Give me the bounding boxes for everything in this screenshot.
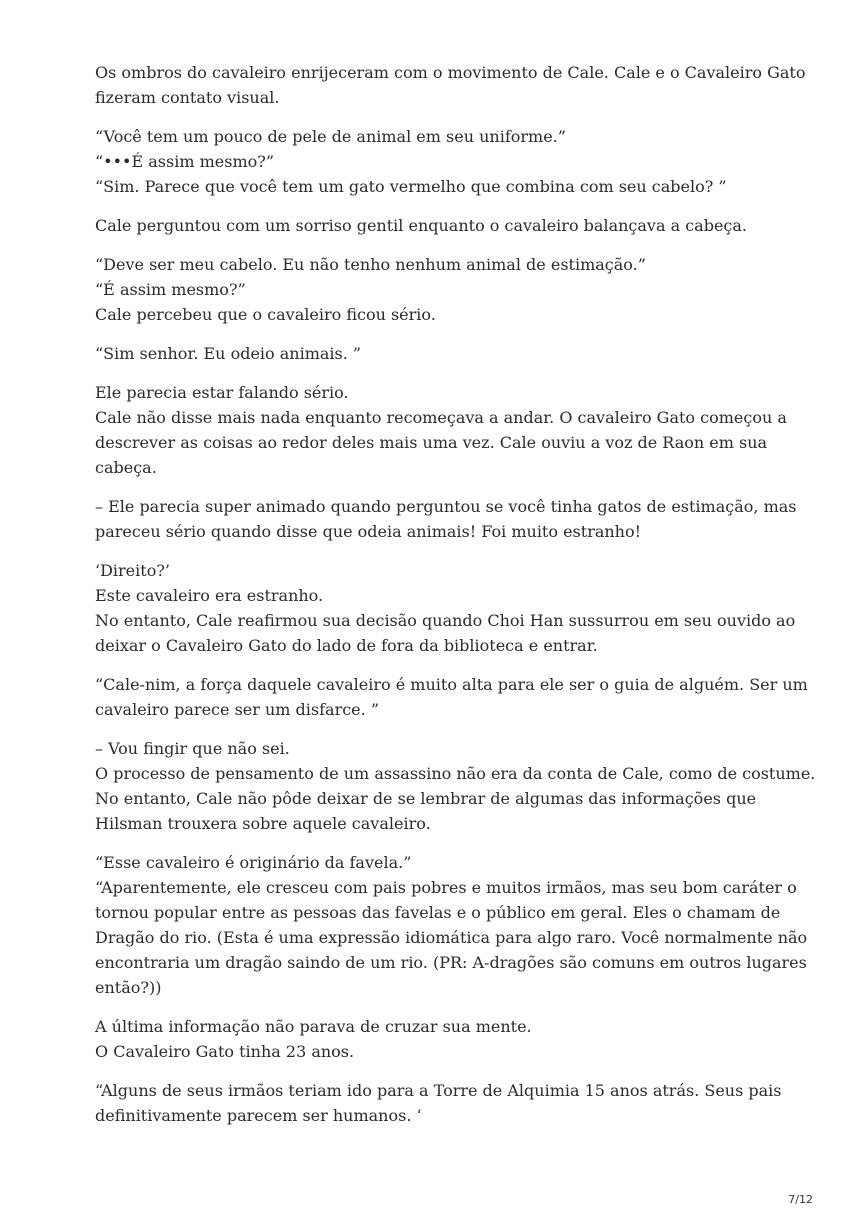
text-line: tornou popular entre as pessoas das favelas e o público em geral. Eles o chamam de xyxy=(95,903,781,922)
text-line: No entanto, Cale não pôde deixar de se lembrar de algumas das informações que xyxy=(95,789,757,808)
paragraph-8 xyxy=(95,558,796,658)
text-line: Cale perguntou com um sorriso gentil enquanto o cavaleiro balançava a cabeça. xyxy=(95,216,747,235)
paragraph-13 xyxy=(95,1078,785,1128)
text-line: “Alguns de seus irmãos teriam ido para a Torre de Alquimia 15 anos atrás. Seus pais xyxy=(95,1081,782,1100)
paragraph-11 xyxy=(95,850,808,1000)
text-line: fizeram contato visual. xyxy=(95,88,280,107)
text-line: “Esse cavaleiro é originário da favela.” xyxy=(95,853,412,872)
text-line: “Você tem um pouco de pele de animal em seu uniforme.” xyxy=(95,127,566,146)
document-body xyxy=(95,60,816,1142)
page-number: 7/12 xyxy=(788,1193,813,1206)
text-line: cavaleiro parece ser um disfarce. ” xyxy=(95,700,379,719)
text-line: “•••É assim mesmo?” xyxy=(95,152,275,171)
paragraph-12 xyxy=(95,1014,785,1064)
text-line: Cale percebeu que o cavaleiro ficou sério. xyxy=(95,305,436,324)
paragraph-7 xyxy=(95,494,797,544)
text-line: O processo de pensamento de um assassino não era da conta de Cale, como de costume. xyxy=(95,764,816,783)
text-line: definitivamente parecem ser humanos. ‘ xyxy=(95,1106,422,1125)
text-line: “É assim mesmo?” xyxy=(95,280,246,299)
text-line: – Ele parecia super animado quando perguntou se você tinha gatos de estimação, mas xyxy=(95,497,797,516)
text-line: Este cavaleiro era estranho. xyxy=(95,586,324,605)
text-line: Ele parecia estar falando sério. xyxy=(95,383,349,402)
text-line: No entanto, Cale reafirmou sua decisão quando Choi Han sussurrou em seu ouvido ao xyxy=(95,611,796,630)
text-line: – Vou fingir que não sei. xyxy=(95,739,290,758)
text-line: ‘Direito?’ xyxy=(95,561,170,580)
text-line: Os ombros do cavaleiro enrijeceram com o movimento de Cale. Cale e o Cavaleiro Gato xyxy=(95,63,806,82)
text-line: Dragão do rio. (Esta é uma expressão idiomática para algo raro. Você normalmente não xyxy=(95,928,808,947)
text-line: descrever as coisas ao redor deles mais uma vez. Cale ouviu a voz de Raon em sua xyxy=(95,433,768,452)
text-line: encontraria um dragão saindo de um rio. (PR: A-dragões são comuns em outros lugares xyxy=(95,953,807,972)
text-line: Hilsman trouxera sobre aquele cavaleiro. xyxy=(95,814,431,833)
paragraph-6 xyxy=(95,380,785,480)
paragraph-4 xyxy=(95,252,785,327)
text-line: deixar o Cavaleiro Gato do lado de fora da biblioteca e entrar. xyxy=(95,636,598,655)
paragraph-2 xyxy=(95,124,785,199)
text-line: cabeça. xyxy=(95,458,157,477)
paragraph-10 xyxy=(95,736,816,836)
text-line: “Cale-nim, a força daquele cavaleiro é muito alta para ele ser o guia de alguém. Ser um xyxy=(95,675,808,694)
text-line: pareceu sério quando disse que odeia animais! Foi muito estranho! xyxy=(95,522,642,541)
text-line: Cale não disse mais nada enquanto recomeçava a andar. O cavaleiro Gato começou a xyxy=(95,408,787,427)
text-line: O Cavaleiro Gato tinha 23 anos. xyxy=(95,1042,355,1061)
paragraph-5 xyxy=(95,341,785,366)
text-line: então?)) xyxy=(95,978,162,997)
paragraph-3 xyxy=(95,213,785,238)
text-line: “Sim senhor. Eu odeio animais. ” xyxy=(95,344,362,363)
text-line: “Sim. Parece que você tem um gato vermelho que combina com seu cabelo? ” xyxy=(95,177,727,196)
paragraph-1 xyxy=(95,60,806,110)
paragraph-9 xyxy=(95,672,808,722)
text-line: “Deve ser meu cabelo. Eu não tenho nenhum animal de estimação.” xyxy=(95,255,646,274)
text-line: A última informação não parava de cruzar sua mente. xyxy=(95,1017,532,1036)
text-line: “Aparentemente, ele cresceu com pais pobres e muitos irmãos, mas seu bom caráter o xyxy=(95,878,797,897)
